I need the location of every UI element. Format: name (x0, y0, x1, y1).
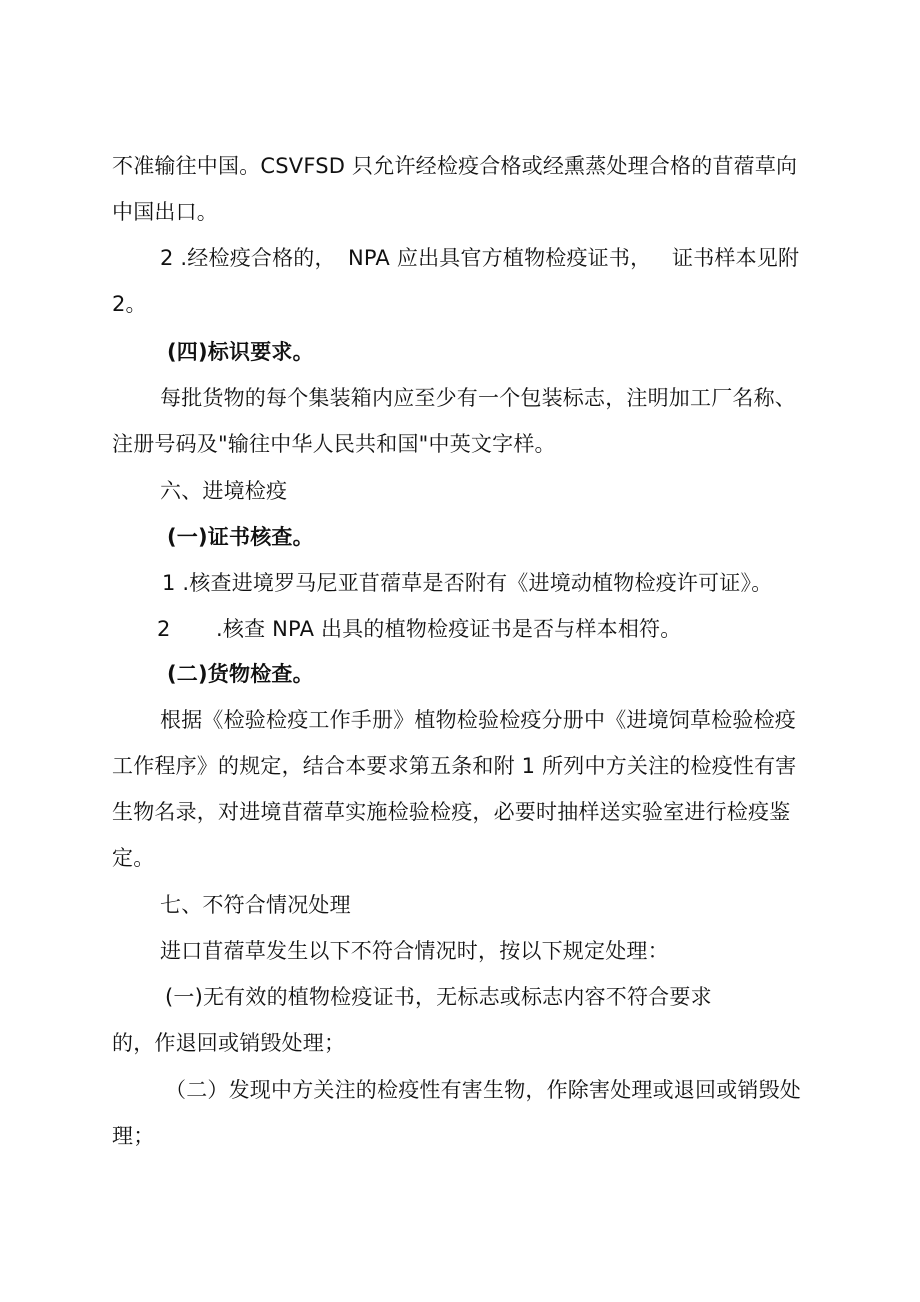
paragraph-line: 根据《检验检疫工作手册》植物检验检疫分册中《进境饲草检验检疫 (160, 708, 796, 732)
paragraph-line: 工作程序》的规定，结合本要求第五条和附 1 所列中方关注的检疫性有害 (112, 754, 797, 778)
list-item-one: (一)无有效的植物检疫证书，无标志或标志内容不符合要求 (165, 985, 712, 1009)
list-item-number-2-text: .核查 NPA 出具的植物检疫证书是否与样本相符。 (216, 617, 682, 641)
list-item-two: （二）发现中方关注的检疫性有害生物，作除害处理或退回或销毁处 (165, 1078, 801, 1102)
list-item-number-1: 1 .核查进境罗马尼亚苜蓿草是否附有《进境动植物检疫许可证》。 (162, 571, 773, 595)
section-heading-goods-inspection: (二)货物检查。 (167, 662, 314, 686)
paragraph-line: 理； (112, 1124, 155, 1148)
paragraph-line: 每批货物的每个集装箱内应至少有一个包装标志，注明加工厂名称、 (160, 386, 796, 410)
paragraph-line: 的，作退回或销毁处理； (112, 1031, 346, 1055)
chapter-heading-nonconformity: 七、不符合情况处理 (160, 893, 351, 917)
paragraph-line: 不准输往中国。CSVFSD 只允许经检疫合格或经熏蒸处理合格的苜蓿草向 (112, 154, 798, 178)
paragraph-line: 注册号码及"输往中华人民共和国"中英文字样。 (112, 432, 556, 456)
section-heading-certificate-check: (一)证书核查。 (167, 525, 314, 549)
section-heading-marking: (四)标识要求。 (167, 340, 314, 364)
paragraph-line: 中国出口。 (112, 200, 218, 224)
paragraph-line: 定。 (112, 846, 155, 870)
list-item-number: 2 (157, 617, 171, 641)
paragraph-line: 进口苜蓿草发生以下不符合情况时，按以下规定处理： (160, 939, 669, 963)
paragraph-line: 2。 (112, 292, 147, 316)
paragraph-line: 证书样本见附 (672, 246, 800, 270)
list-item-number-2: 2 .经检疫合格的， (160, 246, 336, 270)
paragraph-line: NPA 应出具官方植物检疫证书， (348, 246, 652, 270)
paragraph-line: 生物名录，对进境苜蓿草实施检验检疫，必要时抽样送实验室进行检疫鉴 (112, 800, 791, 824)
chapter-heading-entry-quarantine: 六、进境检疫 (160, 479, 288, 503)
